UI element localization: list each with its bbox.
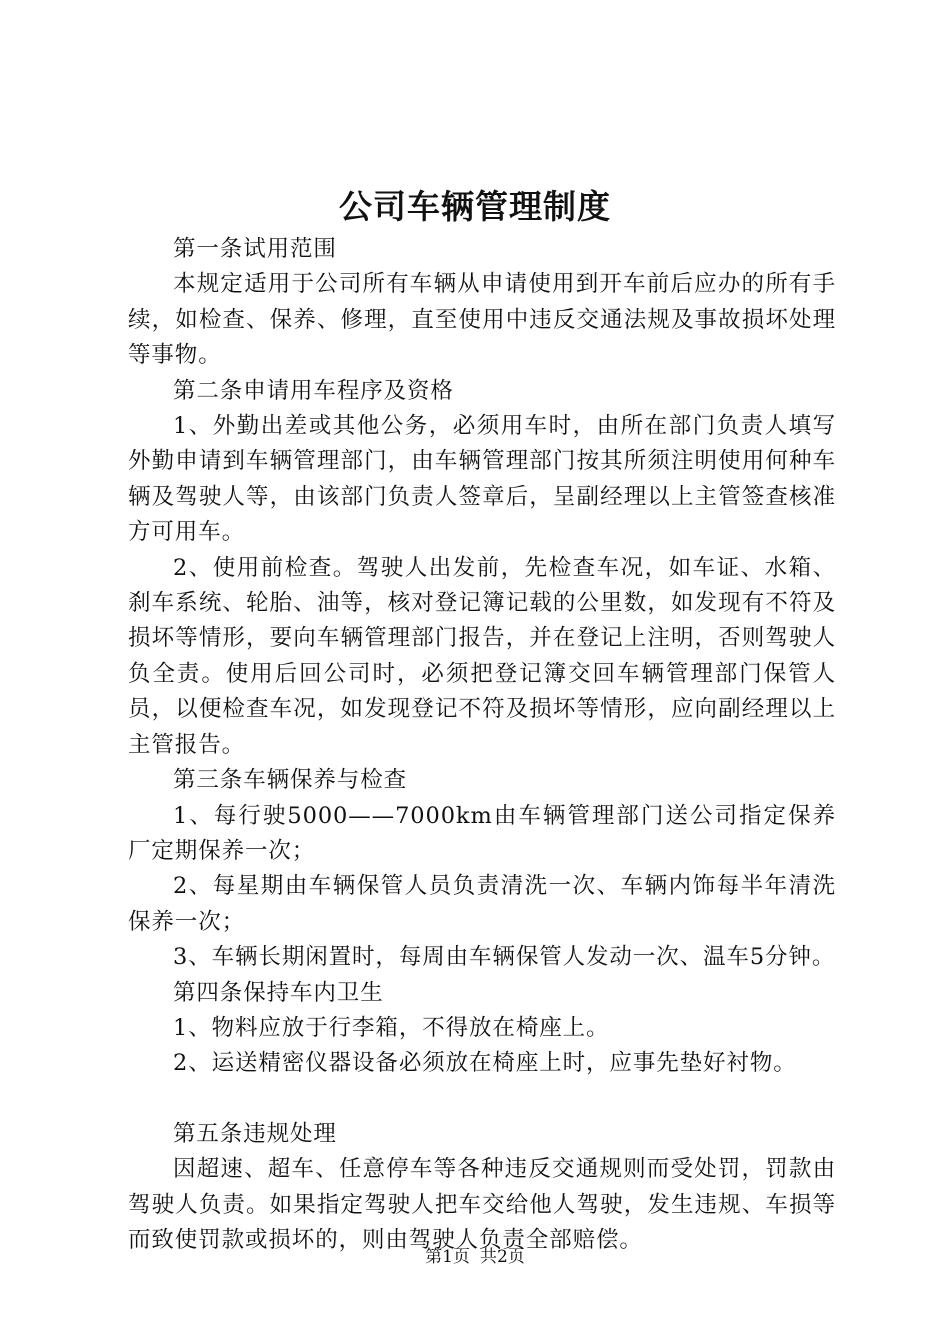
page-footer	[0, 1245, 950, 1269]
paragraph: 2、运送精密仪器设备必须放在椅座上时，应事先垫好衬物。	[173, 1050, 797, 1077]
paragraph: 1、物料应放于行李箱，不得放在椅座上。	[173, 1014, 610, 1041]
section-heading-3: 第三条车辆保养与检查	[173, 767, 408, 794]
paragraph: 1、外勤出差或其他公务，必须用车时，由所在部门负责人填写外勤申请到车辆管理部门，由车辆管理部门按其所须注明使用何种车辆及驾驶人等，由该部门负责人签章后，呈副经理以上主管签查核准方可用车。	[128, 413, 836, 546]
document-body	[128, 232, 836, 1258]
section-heading-5: 第五条违规处理	[173, 1120, 337, 1147]
section-heading-1: 第一条试用范围	[173, 236, 337, 262]
page-total: 共2页	[480, 1247, 525, 1267]
paragraph: 本规定适用于公司所有车辆从申请使用到开车前后应办的所有手续，如检查、保养、修理，直至使用中违反交通法规及事故损坏处理等事物。	[128, 271, 836, 369]
section-heading-4: 第四条保持车内卫生	[173, 979, 384, 1006]
document-title: 公司车辆管理制度	[339, 187, 611, 226]
paragraph: 2、使用前检查。驾驶人出发前，先检查车况，如车证、水箱、刹车系统、轮胎、油等，核对登记簿记载的公里数，如发现有不符及损坏等情形，要向车辆管理部门报告，并在登记上注明，否则驾驶人负全责。使用后回公司时，必须把登记簿交回车辆管理部门保管人员，以便检查车况，如发现登记不符及损坏等情形，应向副经理以上主管报告。	[128, 554, 836, 758]
paragraph: 因超速、超车、任意停车等各种违反交通规则而受处罚，罚款由驾驶人负责。如果指定驾驶人把车交给他人驾驶，发生违规、车损等而致使罚款或损坏的，则由驾驶人负责全部赔偿。	[128, 1156, 836, 1253]
section-heading-2: 第二条申请用车程序及资格	[173, 377, 454, 404]
paragraph: 2、每星期由车辆保管人员负责清洗一次、车辆内饰每半年清洗保养一次；	[128, 873, 836, 935]
paragraph: 1、每行驶5000——7000km由车辆管理部门送公司指定保养厂定期保养一次；	[128, 802, 836, 864]
page-number: 第1页	[425, 1247, 470, 1267]
paragraph: 3、车辆长期闲置时，每周由车辆保管人发动一次、温车5分钟。	[173, 944, 836, 971]
